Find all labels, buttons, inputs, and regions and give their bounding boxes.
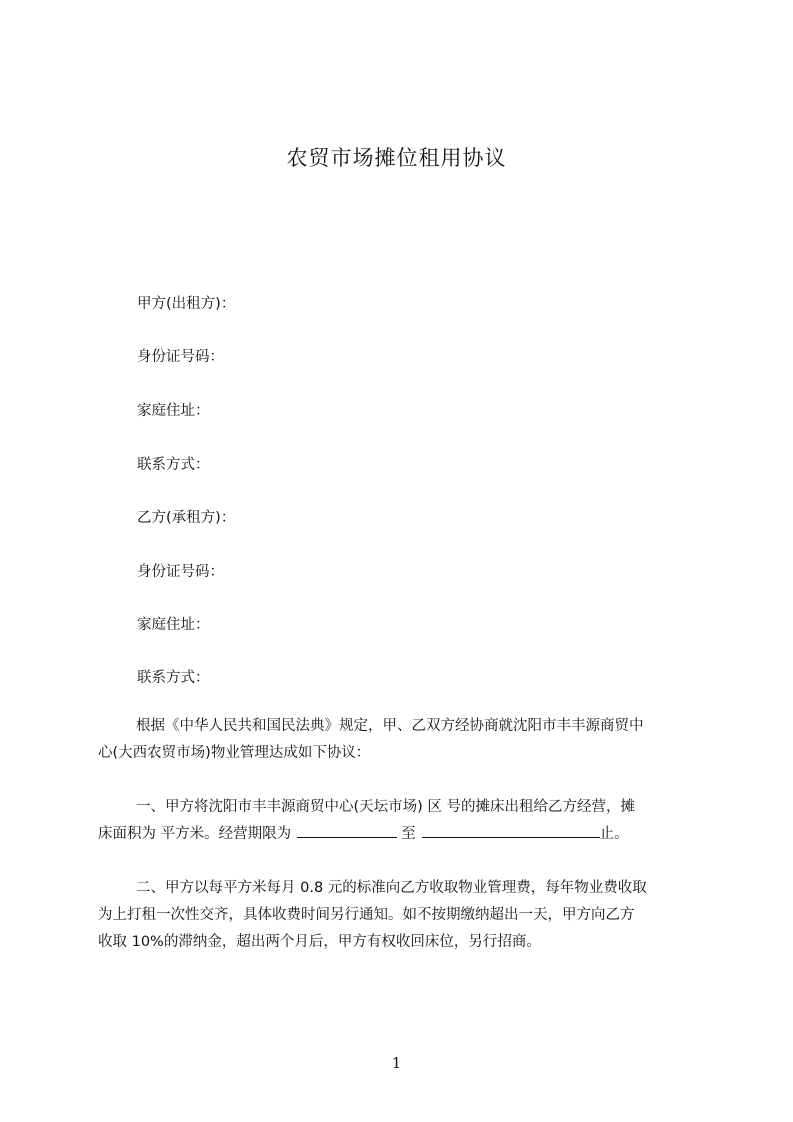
clause-2-line-2: 为上打租一次性交齐，具体收费时间另行通知。如不按期缴纳超出一天，甲方向乙方 bbox=[98, 907, 635, 923]
page-number: 1 bbox=[391, 1054, 402, 1072]
end-date-blank bbox=[422, 825, 600, 838]
party-b-contact-label: 联系方式： bbox=[137, 670, 210, 686]
clause-1-paragraph bbox=[98, 794, 710, 848]
party-a-address-label: 家庭住址： bbox=[137, 403, 210, 419]
intro-paragraph bbox=[98, 713, 710, 767]
intro-line-1: 根据《中华人民共和国民法典》规定，甲、乙双方经协商就沈阳市丰丰源商贸中 bbox=[136, 718, 644, 734]
clause-1-line-2 bbox=[98, 821, 710, 848]
clause-2-line-3: 收取 10%的滞纳金，超出两个月后，甲方有权收回床位，另行招商。 bbox=[98, 934, 541, 950]
party-a-contact-label: 联系方式： bbox=[137, 457, 210, 473]
clause-1-to: 至 bbox=[401, 826, 416, 842]
party-a-id-label: 身份证号码： bbox=[137, 349, 224, 365]
party-b-address-label: 家庭住址： bbox=[137, 617, 210, 633]
start-date-blank bbox=[297, 825, 397, 838]
intro-line-2: 心(大西农贸市场)物业管理达成如下协议： bbox=[98, 745, 371, 761]
clause-2-line-1: 二、甲方以每平方米每月 0.8 元的标准向乙方收取物业管理费，每年物业费收取 bbox=[136, 880, 647, 896]
party-a-label: 甲方(出租方)： bbox=[137, 296, 236, 312]
party-b-label: 乙方(承租方)： bbox=[137, 510, 236, 526]
clause-2-paragraph bbox=[98, 875, 710, 956]
party-b-id-label: 身份证号码： bbox=[137, 564, 224, 580]
clause-1-term-label: 床面积为 平方米。经营期限为 bbox=[98, 826, 292, 842]
clause-1-end: 止。 bbox=[599, 826, 629, 842]
clause-1-line-1: 一、甲方将沈阳市丰丰源商贸中心(天坛市场) 区 号的摊床出租给乙方经营，摊 bbox=[136, 799, 636, 815]
document-title: 农贸市场摊位租用协议 bbox=[286, 146, 507, 170]
